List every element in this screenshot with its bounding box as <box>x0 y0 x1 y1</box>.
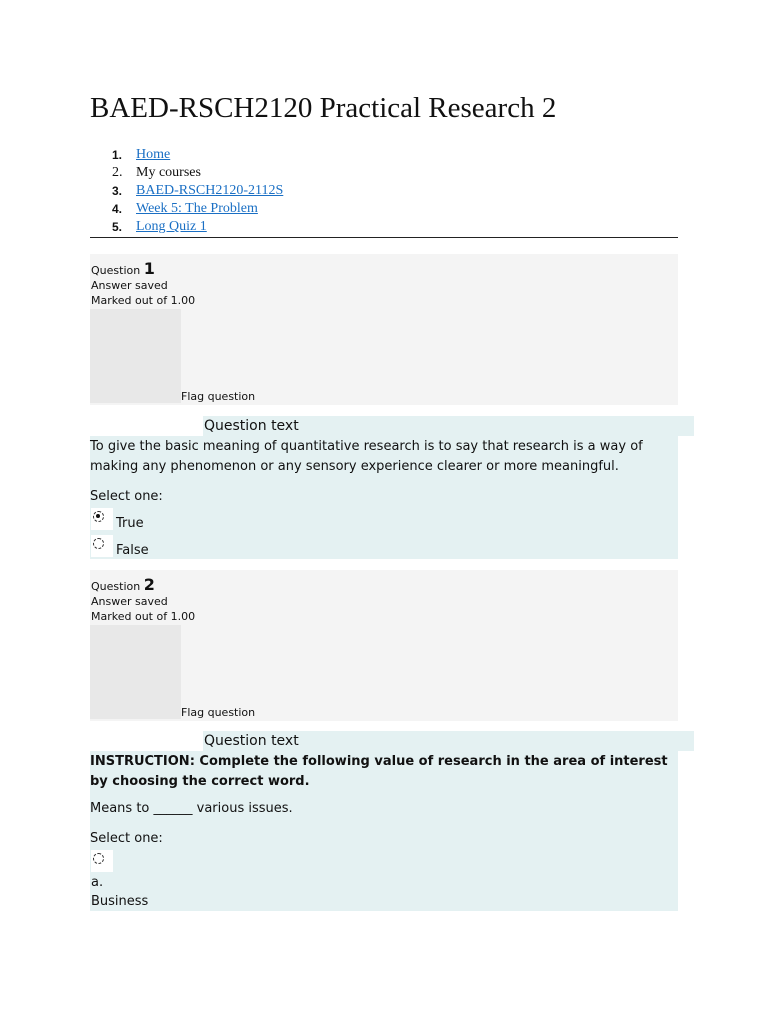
option-label-true[interactable]: True <box>116 516 144 531</box>
breadcrumb-item-home[interactable] <box>90 146 678 164</box>
select-one-label: Select one: <box>90 489 163 504</box>
breadcrumb-item-week[interactable] <box>90 200 678 218</box>
breadcrumb-link-week[interactable]: Week 5: The Problem <box>136 201 258 216</box>
breadcrumb-number: 4. <box>112 202 123 216</box>
flag-question-link[interactable]: Flag question <box>181 706 256 719</box>
breadcrumb-number: 5. <box>112 220 123 234</box>
flag-icon[interactable] <box>90 625 181 719</box>
breadcrumb-item-my-courses <box>90 164 678 182</box>
option-label-a[interactable]: Business <box>91 894 149 909</box>
question-content-1 <box>90 436 678 559</box>
question-instruction: INSTRUCTION: Complete the following value of research in the area of interest by choosing the correct word. <box>90 754 668 789</box>
question-grade: Marked out of 1.00 <box>91 294 196 307</box>
question-state: Answer saved <box>91 279 168 292</box>
radio-ring-icon <box>93 538 104 549</box>
breadcrumb-link-course[interactable]: BAED-RSCH2120-2112S <box>136 183 284 198</box>
breadcrumb-number: 2. <box>112 165 123 180</box>
option-letter-a: a. <box>91 875 104 890</box>
breadcrumb <box>90 146 678 238</box>
question-state: Answer saved <box>91 595 168 608</box>
radio-true[interactable] <box>91 508 113 530</box>
radio-selected-dot-icon <box>96 514 100 518</box>
question-text: To give the basic meaning of quantitative research is to say that research is a way of making any phenomenon or any sensory experience clearer or more meaningful. <box>90 439 643 474</box>
question-info-1 <box>90 254 678 405</box>
question-number: Question 1 <box>91 259 155 278</box>
question-text: Means to ______ various issues. <box>90 801 293 816</box>
select-one-label: Select one: <box>90 831 163 846</box>
breadcrumb-item-course[interactable] <box>90 182 678 200</box>
radio-false[interactable] <box>91 535 113 557</box>
radio-ring-icon <box>93 853 104 864</box>
breadcrumb-item-quiz[interactable] <box>90 218 678 236</box>
question-number: Question 2 <box>91 575 155 594</box>
breadcrumb-text-my-courses: My courses <box>136 165 201 180</box>
flag-question-link[interactable]: Flag question <box>181 390 256 403</box>
breadcrumb-link-home[interactable]: Home <box>136 147 171 162</box>
radio-a[interactable] <box>91 850 113 872</box>
question-text-header: Question text <box>203 731 694 751</box>
breadcrumb-link-quiz[interactable]: Long Quiz 1 <box>136 219 207 234</box>
option-label-false[interactable]: False <box>116 543 149 558</box>
question-text-header: Question text <box>203 416 694 436</box>
question-grade: Marked out of 1.00 <box>91 610 196 623</box>
question-info-2 <box>90 570 678 721</box>
flag-icon[interactable] <box>90 309 181 403</box>
breadcrumb-number: 3. <box>112 184 123 198</box>
question-content-2 <box>90 751 678 911</box>
course-title: BAED-RSCH2120 Practical Research 2 <box>90 92 557 124</box>
breadcrumb-number: 1. <box>112 148 123 162</box>
